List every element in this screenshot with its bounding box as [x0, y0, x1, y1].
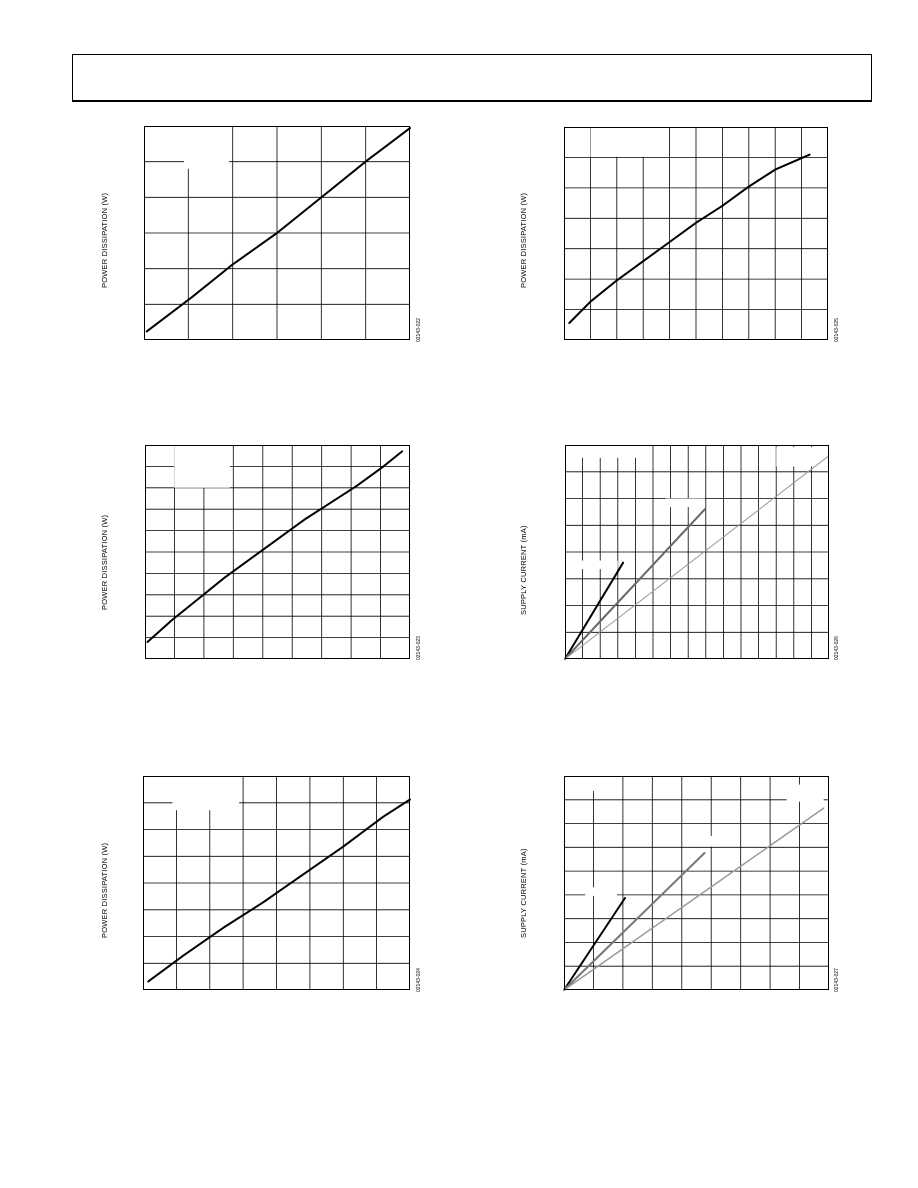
legend-box [576, 561, 618, 570]
chart-svg [145, 445, 410, 659]
figure-code: 02143-024 [416, 968, 422, 992]
figure-code: 02143-027 [834, 968, 840, 992]
y-axis-label: POWER DISSIPATION (W) [100, 842, 109, 938]
y-axis-label: POWER DISSIPATION (W) [519, 192, 528, 288]
y-axis-label: SUPPLY CURRENT (mA) [519, 848, 528, 938]
figure-code: 02143-022 [416, 318, 422, 342]
legend-box [184, 126, 229, 169]
legend-box [172, 776, 239, 810]
chart-panel-power-dissipation-4 [143, 776, 410, 990]
series-line [564, 853, 705, 990]
figure-code: 02143-023 [416, 636, 422, 660]
series-line [565, 509, 705, 659]
chart-panel-power-dissipation-1 [144, 126, 410, 340]
figure-code: 02143-026 [834, 636, 840, 660]
chart-svg [144, 126, 410, 340]
legend-box [174, 445, 230, 488]
chart-panel-supply-current-1 [565, 445, 829, 659]
chart-svg [143, 776, 410, 990]
figure-code: 02143-025 [834, 318, 840, 342]
chart-panel-power-dissipation-2 [564, 127, 828, 340]
plot-frame [565, 777, 829, 990]
legend-box [585, 887, 617, 896]
page-header-box [72, 54, 872, 102]
chart-svg [564, 127, 828, 340]
series-line [564, 808, 824, 990]
legend-box [590, 127, 645, 157]
series-line [565, 563, 623, 659]
series-line [564, 898, 625, 990]
legend-box [787, 785, 824, 802]
chart-svg [564, 776, 829, 990]
y-axis-label: SUPPLY CURRENT (mA) [519, 525, 528, 615]
legend-box [573, 445, 639, 458]
legend-box [583, 776, 623, 791]
chart-svg [565, 445, 829, 659]
chart-panel-supply-current-2 [564, 776, 829, 990]
series-line [569, 155, 809, 323]
legend-box [683, 836, 715, 847]
series-line [148, 800, 410, 982]
series-line [565, 456, 829, 659]
legend-box [665, 499, 705, 508]
y-axis-label: POWER DISSIPATION (W) [100, 192, 109, 288]
chart-panel-power-dissipation-3 [145, 445, 410, 659]
legend-box [776, 447, 824, 466]
y-axis-label: POWER DISSIPATION (W) [100, 514, 109, 610]
